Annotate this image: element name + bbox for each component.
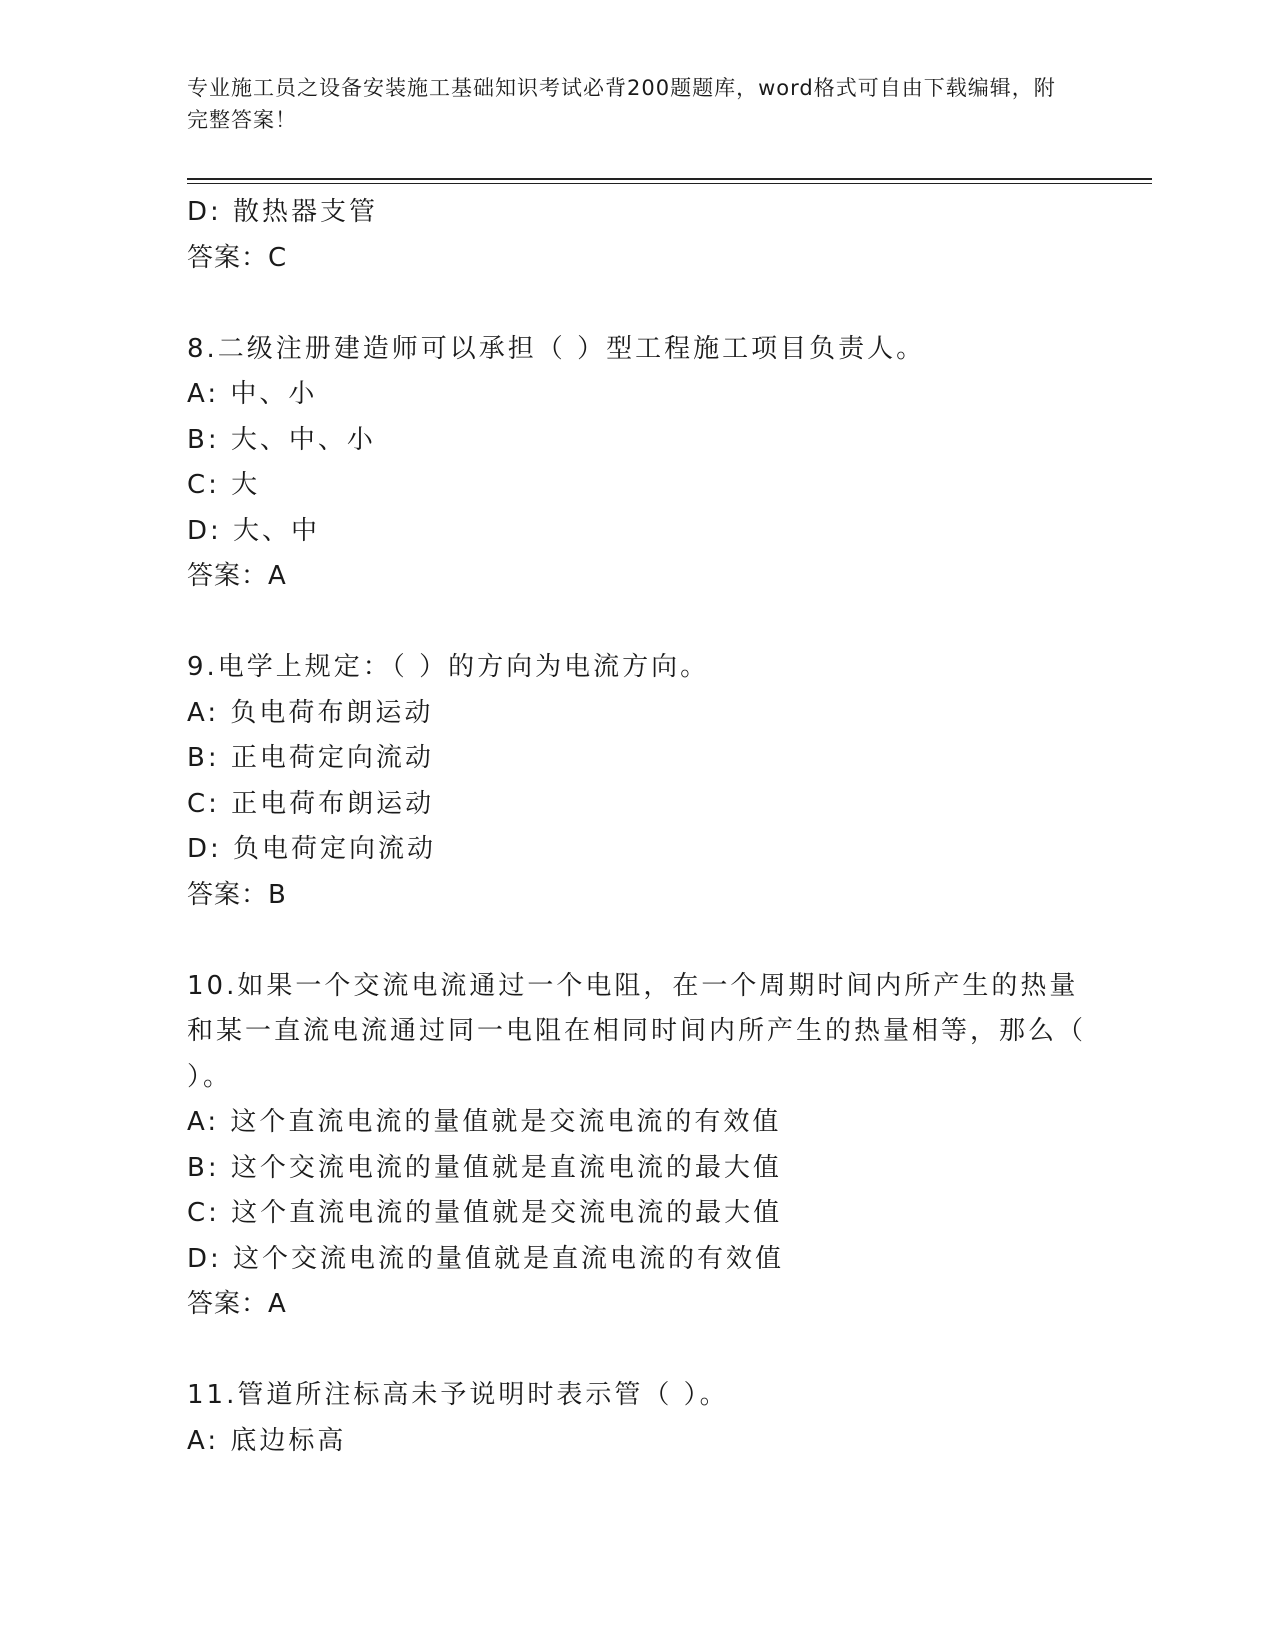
option-line: C: 正电荷布朗运动 — [187, 788, 435, 819]
document-header: 专业施工员之设备安装施工基础知识考试必背200题题库，word格式可自由下载编辑，附完整答案！ — [187, 76, 1056, 132]
option-line: B: 正电荷定向流动 — [187, 743, 434, 773]
answer-line: 答案：A — [187, 1289, 287, 1319]
option-line: D: 这个交流电流的量值就是直流电流的有效值 — [187, 1243, 785, 1274]
answer-line: 答案：C — [187, 242, 288, 273]
spacer — [187, 600, 1087, 646]
question-title: 10.如果一个交流电流通过一个电阻，在一个周期时间内所产生的热量和某一直流电流通过同一电阻在相同时间内所产生的热量相等，那么（ ）。 — [187, 970, 1087, 1092]
option-line: B: 大、中、小 — [187, 424, 376, 455]
header-rule-thin — [187, 183, 1152, 184]
option-line: C: 大 — [187, 470, 261, 500]
question-title: 8.二级注册建造师可以承担（ ）型工程施工项目负责人。 — [187, 333, 926, 364]
question-title: 11.管道所注标高未予说明时表示管（ ）。 — [187, 1380, 729, 1410]
option-line: C: 这个直流电流的量值就是交流电流的最大值 — [187, 1198, 783, 1228]
header-rule-thick — [187, 178, 1152, 180]
option-line: D: 大、中 — [187, 515, 321, 546]
option-line: A: 负电荷布朗运动 — [187, 697, 434, 728]
option-line: A: 中、小 — [187, 379, 318, 409]
option-line: A: 这个直流电流的量值就是交流电流的有效值 — [187, 1107, 782, 1137]
question-title: 9.电学上规定：（ ）的方向为电流方向。 — [187, 652, 710, 682]
option-line: A: 底边标高 — [187, 1425, 347, 1456]
answer-line: 答案：B — [187, 879, 287, 910]
question-list — [187, 190, 1087, 1464]
answer-line: 答案：A — [187, 561, 287, 591]
spacer — [187, 1328, 1087, 1374]
option-line: D: 散热器支管 — [187, 197, 379, 227]
option-line: D: 负电荷定向流动 — [187, 834, 437, 864]
spacer — [187, 918, 1087, 964]
spacer — [187, 281, 1087, 327]
option-line: B: 这个交流电流的量值就是直流电流的最大值 — [187, 1152, 782, 1183]
